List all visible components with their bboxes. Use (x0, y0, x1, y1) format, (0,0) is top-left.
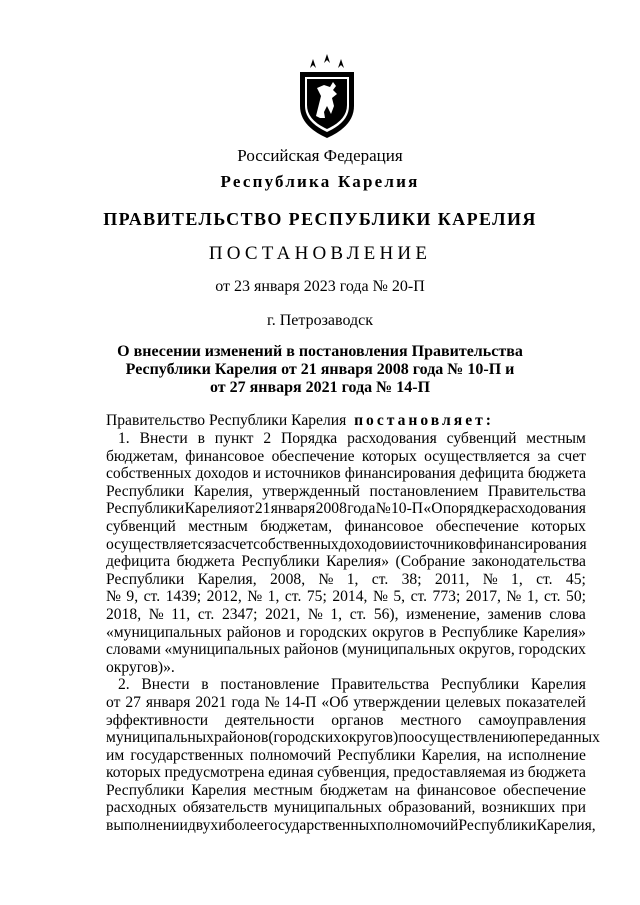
word: заменив (487, 605, 542, 623)
word: финансирования (475, 535, 587, 553)
body-line (106, 588, 586, 606)
word: выполнении (106, 817, 188, 835)
body-line (106, 483, 586, 501)
word: Порядка (281, 430, 338, 447)
word: им (106, 746, 125, 764)
word: 1, (346, 570, 359, 588)
word: Карелия, (421, 746, 481, 764)
word: за (537, 447, 551, 465)
word: ст. (410, 588, 428, 606)
word: округов (372, 623, 425, 641)
word: местным (253, 781, 313, 799)
document-body-lines (106, 430, 600, 835)
word: Республики (106, 482, 185, 500)
word: при (561, 799, 586, 817)
word: источников (265, 465, 341, 483)
word: переданных (520, 729, 600, 747)
word: показателей (506, 693, 586, 711)
word: которых (106, 764, 161, 782)
word: полномочий (377, 817, 459, 835)
word: Республики (106, 500, 185, 518)
word: ст. (349, 605, 367, 623)
body-line (106, 676, 586, 694)
body-line (106, 536, 586, 554)
word: обеспечение (271, 447, 355, 465)
word: 14-П (284, 693, 317, 711)
word: Карелия (530, 676, 586, 694)
word: января (145, 693, 191, 711)
word: (муниципальных (342, 641, 456, 659)
body-line (106, 465, 586, 483)
word: бюджета (527, 764, 586, 782)
word: 1, (267, 588, 280, 606)
word: и (252, 465, 261, 483)
word: которых (361, 447, 417, 465)
word: 1, (330, 605, 343, 623)
word: расходования (347, 430, 437, 447)
body-line (106, 430, 586, 448)
word: 27 (125, 693, 141, 711)
word: городских (518, 641, 586, 659)
word: Республики (440, 676, 520, 694)
word: (Собрание (395, 553, 466, 571)
word: № (318, 570, 334, 588)
word: Республики (106, 570, 185, 588)
word: Карелия (191, 781, 247, 799)
word: изменение, (406, 605, 481, 623)
word: финансирования (344, 465, 456, 483)
word: в (197, 430, 205, 447)
word: 2011, (434, 570, 470, 588)
word: доходов (195, 465, 249, 483)
document-subject (0, 343, 640, 397)
word: по (398, 729, 415, 747)
word: государственных (130, 746, 244, 764)
word: № (247, 588, 263, 606)
preamble (106, 412, 586, 430)
word: «муниципальных (106, 623, 222, 641)
word: 2018, (106, 605, 142, 623)
word: № (264, 693, 280, 711)
word: обеспечение (435, 517, 519, 535)
word: № (506, 588, 522, 606)
word: деятельности (225, 711, 315, 729)
body-line (106, 500, 586, 518)
word: районов (283, 641, 339, 659)
word: 773; (432, 588, 461, 606)
document-city: г. Петрозаводск (266, 312, 374, 329)
word: местного (400, 711, 462, 729)
word: (городских (268, 729, 342, 747)
word: районов (213, 729, 269, 747)
word: субвенций (446, 430, 517, 447)
word: 5, (393, 588, 406, 606)
word: муниципальных (106, 729, 214, 747)
word: ст. (197, 605, 215, 623)
word: Карелия» (326, 553, 389, 571)
word: финансовое (344, 517, 424, 535)
word: 10-П (391, 500, 424, 518)
body-line (106, 729, 600, 747)
word: Республики (458, 817, 537, 835)
word: единая (268, 764, 314, 782)
word: осуществляется (106, 535, 212, 553)
word: в (201, 676, 209, 694)
word: 75; (306, 588, 327, 606)
document-body (106, 412, 586, 430)
word: словами (106, 641, 161, 659)
body-line (106, 817, 596, 835)
body-line (106, 606, 586, 624)
word: 9, (126, 588, 139, 606)
word: расходных (106, 799, 177, 817)
word: из (509, 764, 525, 782)
word: утвержденный (262, 482, 360, 500)
word: Республики (337, 746, 416, 764)
body-line (106, 799, 586, 817)
word: 2008, (270, 570, 306, 588)
word: и (218, 817, 227, 835)
word: 50; (566, 588, 586, 606)
word: 45; (565, 570, 586, 588)
word: 2021, (265, 605, 301, 623)
word: 2347; (221, 605, 258, 623)
word: 2021 (195, 693, 227, 711)
word: ст. (284, 588, 302, 606)
word: 2017, (465, 588, 501, 606)
word: за (211, 535, 225, 553)
word: 2. (118, 676, 130, 694)
karelia-coat-of-arms-icon (297, 54, 357, 138)
word: от (240, 500, 255, 518)
word: 2014, (332, 588, 368, 606)
word: и (286, 623, 295, 641)
word: Карелия, (536, 817, 596, 835)
word: возникших (481, 799, 556, 817)
word: «Об (321, 693, 349, 711)
word: Республики (106, 781, 185, 799)
word: счет (557, 447, 586, 465)
word: дефицита (106, 553, 171, 571)
word: законодательства (471, 553, 586, 571)
word: пункт (214, 430, 254, 447)
body-line (106, 694, 586, 712)
word: и (391, 535, 401, 553)
word: Правительства (331, 676, 430, 694)
body-line (106, 712, 586, 730)
word: 1. (118, 430, 130, 447)
word: 2012, (206, 588, 242, 606)
word: Правительства (487, 482, 586, 500)
word: от (106, 693, 121, 711)
document-date: от 23 января 2023 года № 20-П (215, 278, 425, 295)
word: слова (549, 605, 586, 623)
word: двух (187, 817, 219, 835)
word: исполнение (508, 746, 586, 764)
word: года (231, 693, 260, 711)
word: в (429, 623, 437, 641)
word: округов, (458, 641, 515, 659)
word: обеспечение (502, 781, 586, 799)
word: № (482, 570, 498, 588)
word: целевых (445, 693, 502, 711)
word: собственных (106, 465, 192, 483)
word: № (375, 500, 391, 518)
word: 2008 (315, 500, 347, 518)
word: бюджетам, (106, 447, 178, 465)
word: бюджетам (319, 781, 388, 799)
word: финансовое (185, 447, 265, 465)
word: обязательств (182, 799, 268, 817)
body-line: округов)». (106, 658, 175, 676)
word: 21 (254, 500, 271, 518)
word: государственных (263, 817, 378, 835)
word: округов) (341, 729, 399, 747)
word: 11, (171, 605, 191, 623)
word: № (148, 605, 164, 623)
word: ст. (536, 570, 553, 588)
document-type: ПОСТАНОВЛЕНИЕ (208, 243, 432, 264)
body-line (106, 747, 586, 765)
word: 1439; (165, 588, 202, 606)
word: которых (531, 517, 586, 535)
word: 1, (526, 588, 539, 606)
word: предусмотрена (164, 764, 265, 782)
body-line (106, 641, 586, 659)
word: января (270, 500, 316, 518)
subject-line: от 27 января 2021 года № 14-П (209, 379, 431, 396)
body-line (106, 571, 586, 589)
word: бюджетам, (260, 517, 333, 535)
word: осуществлению (414, 729, 521, 747)
word: источников (400, 535, 476, 553)
body-line (106, 624, 586, 642)
word: счет (224, 535, 254, 553)
word: образований, (388, 799, 476, 817)
body-line (106, 782, 586, 800)
word: Карелия (184, 500, 240, 518)
body-line (106, 518, 586, 536)
word: доходов (338, 535, 392, 553)
word: дефицита (459, 465, 524, 483)
word: утверждении (353, 693, 441, 711)
republic-name: Республика Карелия (220, 172, 420, 191)
subject-line: Республики Карелия от 21 января 2008 года № 10-П и (125, 361, 515, 378)
body-line (106, 553, 586, 571)
word: более (226, 817, 264, 835)
government-title: ПРАВИТЕЛЬСТВО РЕСПУБЛИКИ КАРЕЛИЯ (103, 209, 537, 229)
word: Карелия, (193, 482, 253, 500)
subject-line: О внесении изменений в постановления Правительства (117, 343, 523, 360)
word: бюджета (176, 553, 235, 571)
word: Внести (141, 676, 190, 694)
word: Республике (441, 623, 518, 641)
body-line (106, 764, 586, 782)
word: районов (226, 623, 282, 641)
word: городских (299, 623, 368, 641)
word: «О (423, 500, 443, 518)
word: субвенций (106, 517, 176, 535)
preamble-verb: постановляет: (354, 412, 494, 429)
country-name: Российская Федерация (237, 146, 403, 165)
word: 2 (263, 430, 272, 447)
word: постановление (220, 676, 320, 694)
word: «муниципальных (164, 641, 281, 659)
word: субвенция, (317, 764, 390, 782)
word: муниципальных (273, 799, 382, 817)
word: расходования (496, 500, 586, 518)
word: Республики (241, 553, 320, 571)
word: 38; (401, 570, 422, 588)
word: самоуправления (478, 711, 586, 729)
word: эффективности (106, 711, 209, 729)
word: № (106, 588, 121, 606)
body-line (106, 448, 586, 466)
word: 1, (511, 570, 523, 588)
word: ст. (371, 570, 389, 588)
word: 56), (373, 605, 399, 623)
word: бюджета (527, 465, 586, 483)
word: на (486, 746, 502, 764)
word: Внести (139, 430, 188, 447)
word: местным (188, 517, 248, 535)
word: ст. (544, 588, 561, 606)
word: финансовое (417, 781, 496, 799)
word: собственных (253, 535, 339, 553)
word: порядке (442, 500, 496, 518)
word: полномочий (249, 746, 332, 764)
word: Карелия» (522, 623, 586, 641)
word: органов (331, 711, 384, 729)
word: № (307, 605, 323, 623)
word: на (394, 781, 411, 799)
word: предоставляемая (393, 764, 507, 782)
word: года (347, 500, 376, 518)
word: постановлением (369, 482, 479, 500)
word: ст. (143, 588, 161, 606)
word: Карелия, (197, 570, 257, 588)
word: осуществляется (424, 447, 531, 465)
word: местным (526, 430, 586, 447)
preamble-text: Правительство Республики Карелия (106, 412, 347, 429)
word: № (372, 588, 388, 606)
